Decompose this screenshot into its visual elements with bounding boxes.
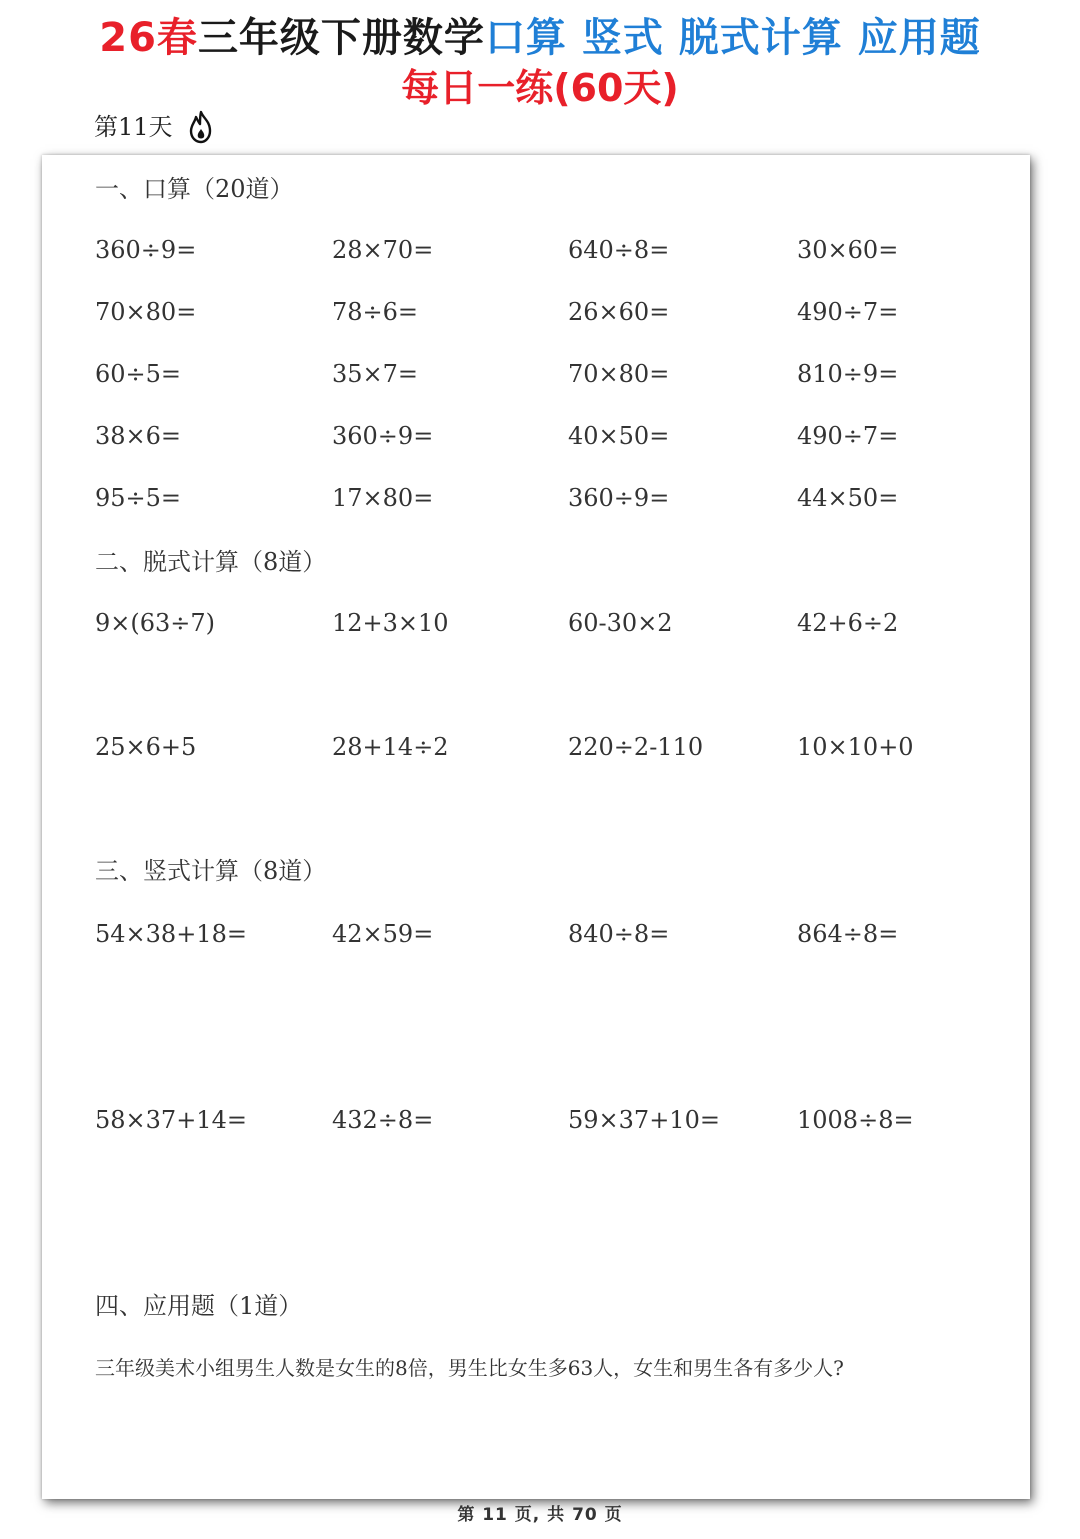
section-title-step: 二、脱式计算（8道） bbox=[95, 548, 327, 576]
vertical-item: 59×37+10= bbox=[568, 1106, 720, 1134]
page-footer: 第 11 页, 共 70 页 bbox=[457, 1505, 623, 1525]
vertical-item: 432÷8= bbox=[332, 1106, 434, 1134]
oral-row bbox=[95, 232, 995, 268]
vertical-item: 54×38+18= bbox=[95, 920, 247, 948]
oral-item: 78÷6= bbox=[332, 298, 419, 326]
oral-item: 95÷5= bbox=[95, 484, 182, 512]
vertical-item: 864÷8= bbox=[797, 920, 899, 948]
step-row bbox=[95, 605, 995, 641]
oral-row bbox=[95, 480, 995, 516]
oral-item: 70×80= bbox=[95, 298, 197, 326]
vertical-item: 1008÷8= bbox=[797, 1106, 914, 1134]
step-item: 9×(63÷7) bbox=[95, 609, 216, 637]
page-subtitle: 每日一练(60天) bbox=[401, 66, 679, 110]
title-year: 26春 bbox=[99, 15, 198, 61]
section-title-word: 四、应用题（1道） bbox=[95, 1292, 303, 1320]
oral-item: 360÷9= bbox=[95, 236, 197, 264]
vertical-item: 840÷8= bbox=[568, 920, 670, 948]
vertical-item: 42×59= bbox=[332, 920, 434, 948]
step-item: 60-30×2 bbox=[568, 609, 673, 637]
worksheet bbox=[42, 155, 1030, 1499]
oral-item: 360÷9= bbox=[568, 484, 670, 512]
day-label: 第11天 bbox=[94, 113, 173, 141]
oral-item: 70×80= bbox=[568, 360, 670, 388]
word-problem-text: 三年级美术小组男生人数是女生的8倍，男生比女生多63人，女生和男生各有多少人? bbox=[95, 1356, 844, 1380]
step-item: 12+3×10 bbox=[332, 609, 449, 637]
vertical-row bbox=[95, 916, 995, 952]
page-title bbox=[0, 12, 1080, 64]
section-title-vertical: 三、竖式计算（8道） bbox=[95, 857, 327, 885]
oral-item: 40×50= bbox=[568, 422, 670, 450]
section-title-oral: 一、口算（20道） bbox=[95, 175, 294, 203]
oral-item: 44×50= bbox=[797, 484, 899, 512]
title-topics: 口算 竖式 脱式计算 应用题 bbox=[484, 15, 981, 61]
title-grade: 三年级下册数学 bbox=[197, 15, 485, 61]
oral-row bbox=[95, 418, 995, 454]
oral-item: 60÷5= bbox=[95, 360, 182, 388]
oral-item: 810÷9= bbox=[797, 360, 899, 388]
step-item: 220÷2-110 bbox=[568, 733, 704, 761]
flame-icon bbox=[186, 110, 216, 144]
oral-item: 38×6= bbox=[95, 422, 182, 450]
oral-item: 490÷7= bbox=[797, 298, 899, 326]
oral-row bbox=[95, 294, 995, 330]
oral-item: 28×70= bbox=[332, 236, 434, 264]
oral-item: 30×60= bbox=[797, 236, 899, 264]
oral-row bbox=[95, 356, 995, 392]
vertical-item: 58×37+14= bbox=[95, 1106, 247, 1134]
step-item: 10×10+0 bbox=[797, 733, 914, 761]
vertical-row bbox=[95, 1102, 995, 1138]
oral-item: 17×80= bbox=[332, 484, 434, 512]
oral-item: 26×60= bbox=[568, 298, 670, 326]
step-item: 25×6+5 bbox=[95, 733, 197, 761]
oral-item: 490÷7= bbox=[797, 422, 899, 450]
oral-item: 35×7= bbox=[332, 360, 419, 388]
step-item: 28+14÷2 bbox=[332, 733, 449, 761]
oral-item: 360÷9= bbox=[332, 422, 434, 450]
step-row bbox=[95, 729, 995, 765]
step-item: 42+6÷2 bbox=[797, 609, 899, 637]
oral-item: 640÷8= bbox=[568, 236, 670, 264]
